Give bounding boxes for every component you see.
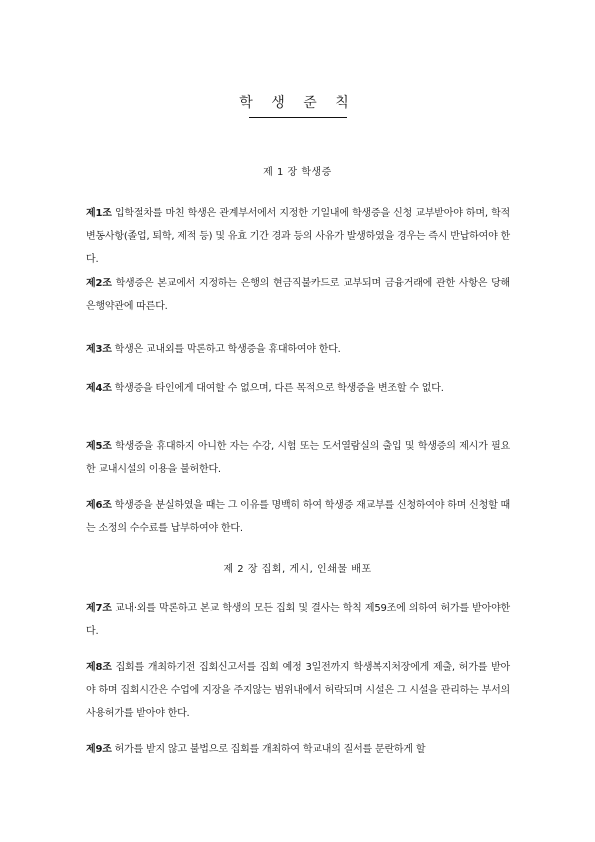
article-number: 제4조 <box>86 383 112 394</box>
article-number: 제6조 <box>86 500 112 511</box>
article-number: 제9조 <box>86 744 112 755</box>
chapter-2-heading: 제 2 장 집회, 게시, 인쇄물 배포 <box>223 564 372 575</box>
article-5 <box>86 435 510 481</box>
article-number: 제8조 <box>86 662 112 673</box>
article-text: 학생증을 휴대하지 아니한 자는 수강, 시험 또는 도서열람실의 출입 및 학생증의 제시가 필요한 교내시설의 이용을 불허한다. <box>86 441 510 475</box>
article-number: 제2조 <box>86 278 112 289</box>
document-title: 학 생 준 칙 <box>239 95 356 111</box>
article-text: 교내·외를 막론하고 본교 학생의 모든 집회 및 결사는 학칙 제59조에 의하여 허가를 받아야한다. <box>86 603 510 637</box>
article-number: 제3조 <box>86 344 112 355</box>
article-7 <box>86 597 510 643</box>
chapter-1-heading: 제 1 장 학생증 <box>263 167 332 178</box>
article-1 <box>86 202 510 271</box>
article-text: 집회를 개최하기전 집회신고서를 집회 예정 3일전까지 학생복지처장에게 제출, 허가를 받아야 하며 집회시간은 수업에 지장을 주지않는 범위내에서 허락되며 시설은 그 시설을 관리하는 부서의 사용허가를 받아야 한다. <box>86 662 510 719</box>
article-4 <box>86 377 510 400</box>
article-text: 입학절차를 마친 학생은 관계부서에서 지정한 기일내에 학생증을 신청 교부받아야 하며, 학적변동사항(졸업, 퇴학, 제적 등) 및 유효 기간 경과 등의 사유가 발생하였을 경우는 즉시 반납하여야 한다. <box>86 208 511 265</box>
article-text: 학생증을 분실하였을 때는 그 이유를 명백히 하여 학생증 재교부를 신청하여야 하며 신청할 때는 소정의 수수료를 납부하여야 한다. <box>86 500 510 534</box>
article-number: 제5조 <box>86 441 112 452</box>
article-3 <box>86 338 510 361</box>
article-number: 제1조 <box>86 208 112 219</box>
article-6 <box>86 494 510 540</box>
title-underline <box>249 117 347 118</box>
article-2 <box>86 272 510 318</box>
article-text: 학생증을 타인에게 대여할 수 없으며, 다른 목적으로 학생증을 변조할 수 없다. <box>111 383 444 394</box>
article-8 <box>86 656 510 725</box>
article-text: 허가를 받지 않고 불법으로 집회를 개최하여 학교내의 질서를 문란하게 할 <box>111 744 426 755</box>
article-text: 학생은 교내외를 막론하고 학생증을 휴대하여야 한다. <box>111 344 341 355</box>
article-text: 학생증은 본교에서 지정하는 은행의 현금직불카드로 교부되며 금융거래에 관한 사항은 당해 은행약관에 따른다. <box>86 278 510 312</box>
article-number: 제7조 <box>86 603 112 614</box>
article-9 <box>86 738 510 761</box>
